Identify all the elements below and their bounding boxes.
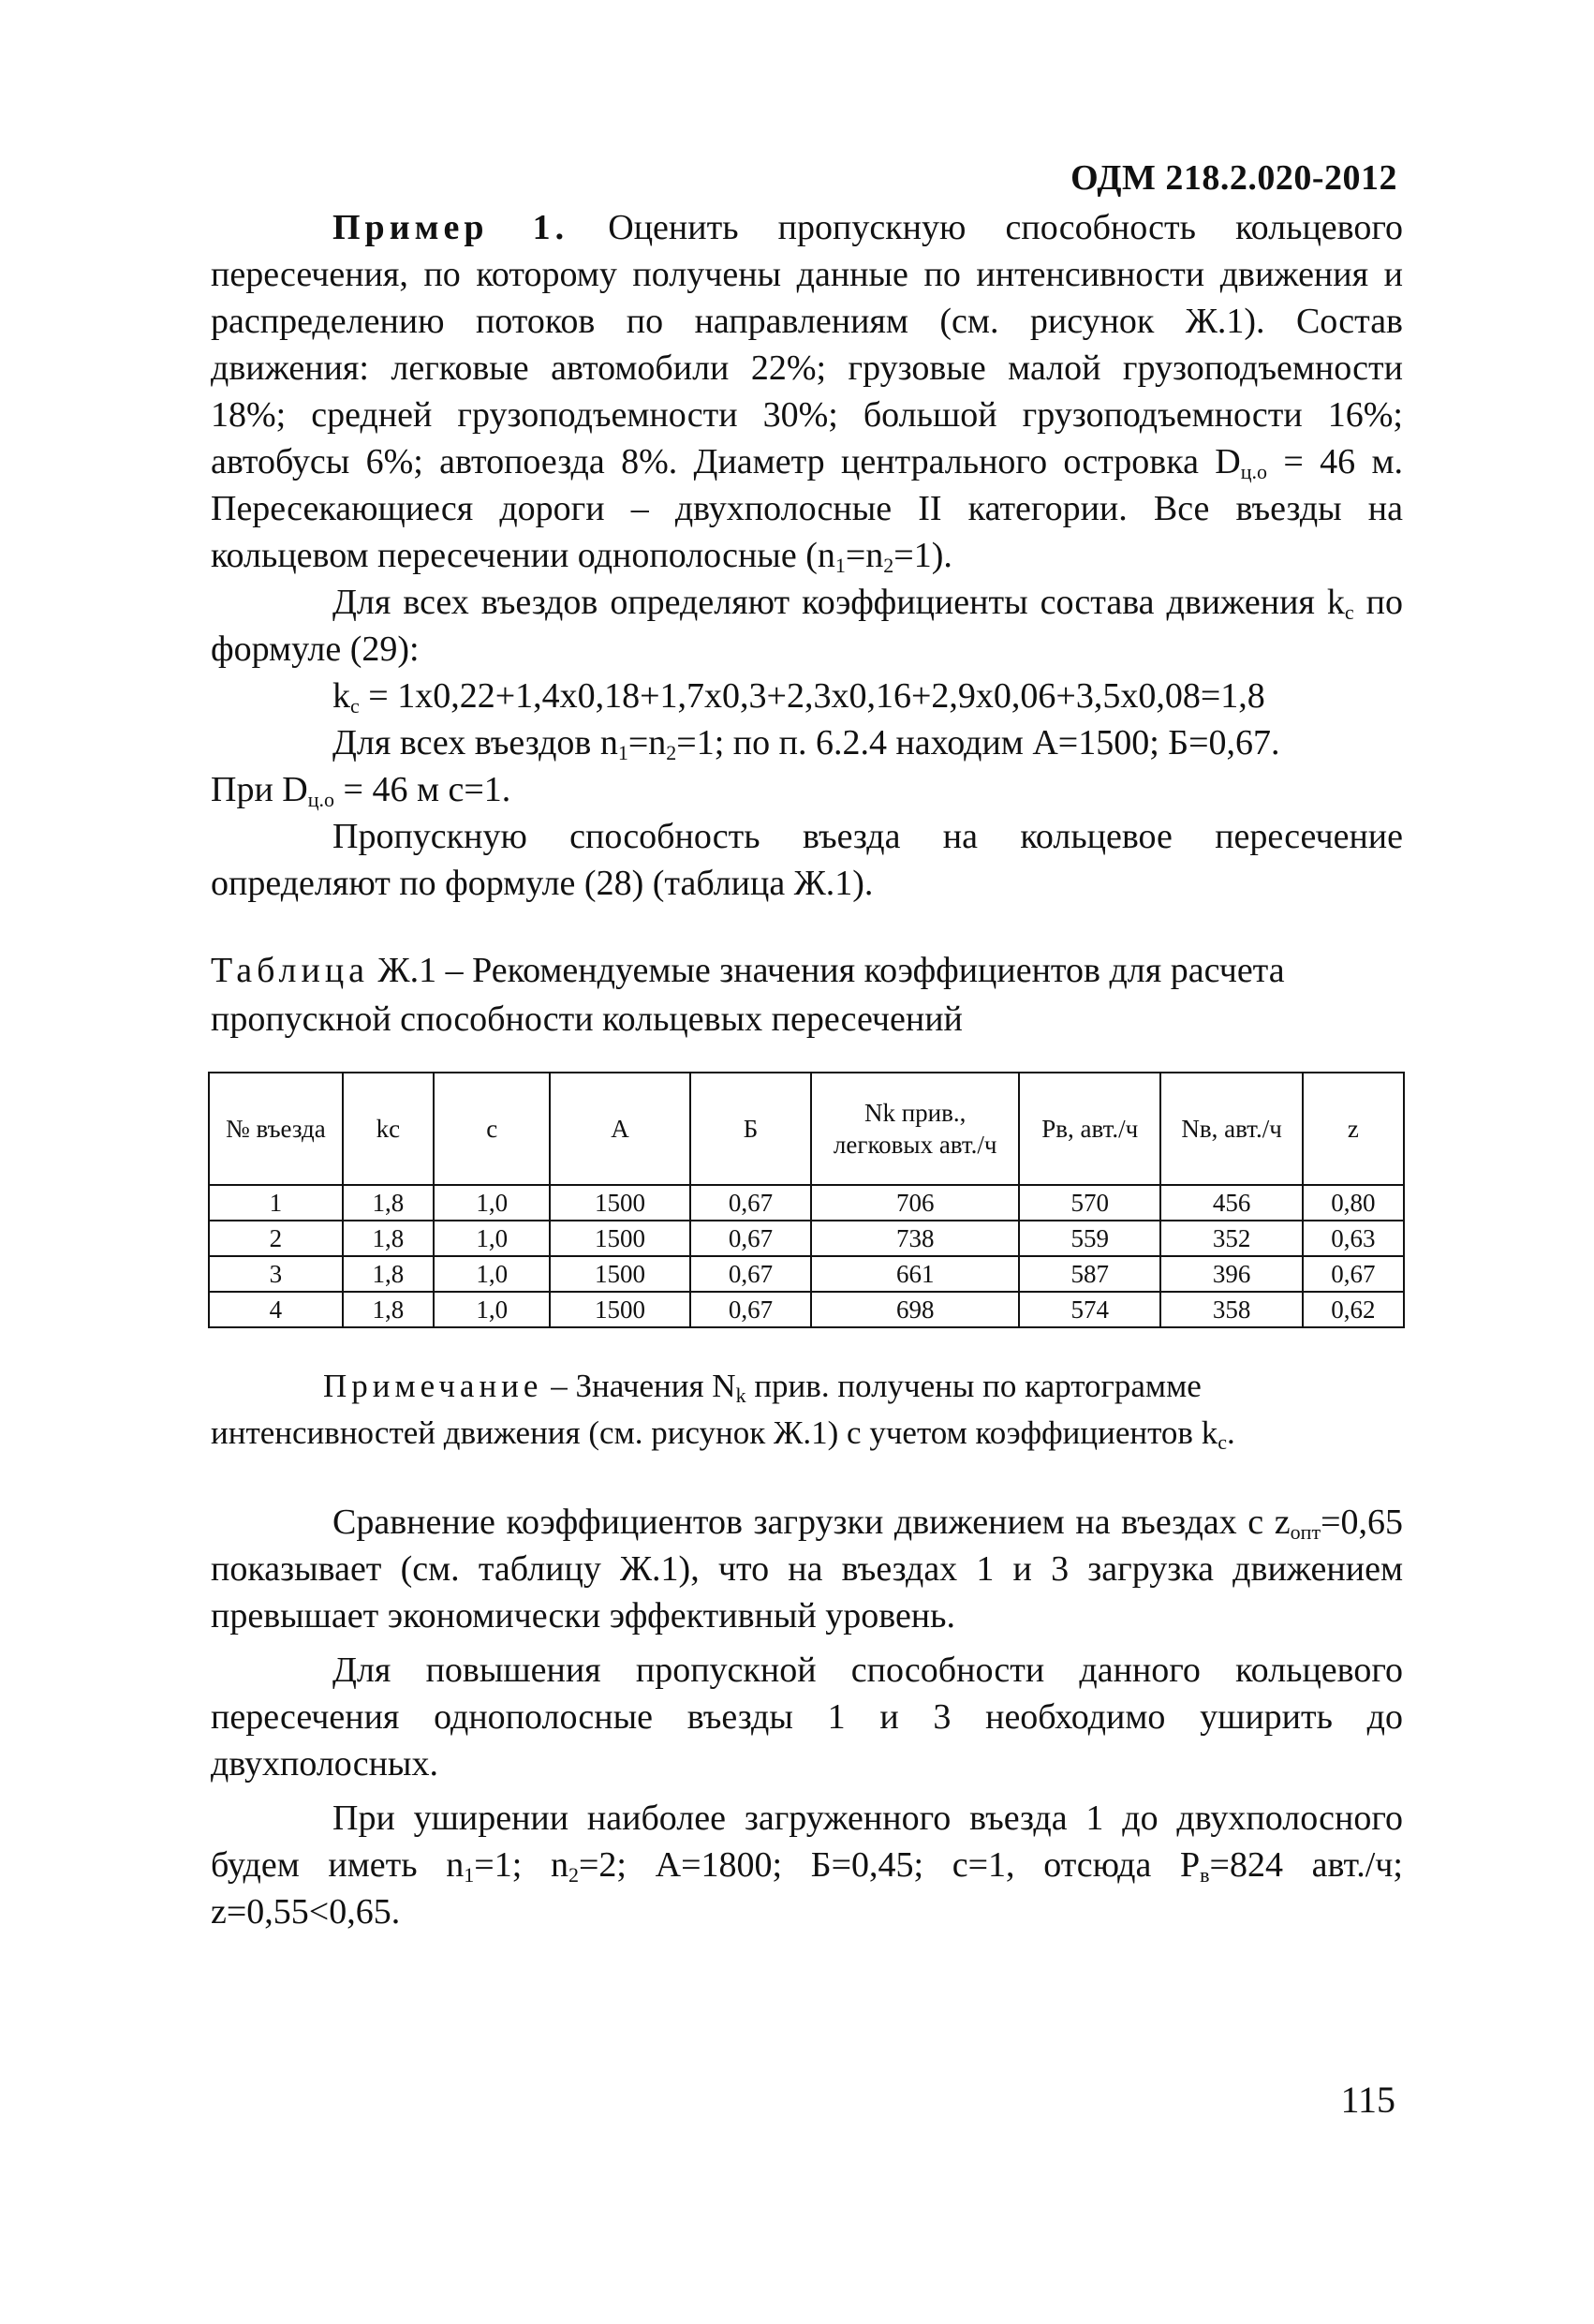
coefficients-table: [208, 1072, 1405, 1328]
example-paragraph: Пример 1. Оценить пропускную способность кольцевого пересечения, по которому получены данные по интенсивности движения и распределению потоков по направлениям (см. рисунок Ж.1). Состав движения: легковые автомобили 22%; грузовые малой грузоподъемности 18%; средней грузоподъемности 30%; большой грузоподъемности 16%; автобусы 6%; автопоезда 8%. Диаметр центрального островка $D_{ц.о} = 46$ м. Пересекающиеся дороги – двухполосные II категории. Все въезды на кольцевом пересечении однополосные $(n_1=n_2=1)$.: [211, 208, 1403, 577]
formula-line: $k_c = 1х0,22+1,4х0,18+1,7х0,3+2,3х0,16+2,9х0,06+3,5х0,08=1,8$: [332, 676, 1265, 718]
result-paragraph: При уширении наиболее загруженного въезда 1 до двухполосного будем иметь $n_1=1$; $n_2=2$; А=1800; Б=0,45; с=1, отсюда $P_в=824$ авт./ч; z=0,55<0,65.: [211, 1799, 1403, 1932]
header-a: A: [550, 1073, 689, 1185]
table-row: 1 1,8 1,0 1500 0,67 706 570 456 0,80: [209, 1185, 1404, 1221]
header-kc: kc: [343, 1073, 434, 1185]
header-z: z: [1303, 1073, 1404, 1185]
main-text-block: [211, 204, 1403, 907]
example-title: Пример 1.: [332, 208, 569, 247]
header-nv: Nв, авт./ч: [1160, 1073, 1302, 1185]
header-b: Б: [690, 1073, 812, 1185]
header-pv: Pв, авт./ч: [1019, 1073, 1160, 1185]
table-row: 4 1,8 1,0 1500 0,67 698 574 358 0,62: [209, 1292, 1404, 1327]
table-row: 2 1,8 1,0 1500 0,67 738 559 352 0,63: [209, 1221, 1404, 1256]
table-caption: Таблица Ж.1 – Рекомендуемые значения коэффициентов для расчета пропускной способности кольцевых пересечений: [211, 951, 1285, 1039]
table-note: Примечание – Значения $N_k$ прив. получены по картограмме интенсивностей движения (см. рисунок Ж.1) с учетом коэффициентов $k_c$.: [211, 1368, 1235, 1454]
page-number: 115: [1340, 2079, 1395, 2121]
header-nk: Nk прив., легковых авт./ч: [811, 1073, 1019, 1185]
table-row: 3 1,8 1,0 1500 0,67 661 587 396 0,67: [209, 1256, 1404, 1292]
entries-paragraph: Для всех въездов $n_1=n_2=1$; по п. 6.2.4 находим А=1500; Б=0,67.: [332, 723, 1280, 764]
table-header-row: [209, 1073, 1404, 1185]
document-code-header: ОДМ 218.2.020-2012: [1070, 158, 1397, 198]
conclusion-text-block: [211, 1499, 1403, 1935]
header-entry-number: № въезда: [209, 1073, 343, 1185]
capacity-paragraph: Пропускную способность въезда на кольцевое пересечение определяют по формуле (28) (таблица Ж.1).: [211, 817, 1403, 903]
header-c: c: [434, 1073, 550, 1185]
widening-paragraph: Для повышения пропускной способности данного кольцевого пересечения однополосные въезды 1 и 3 необходимо уширить до двухполосных.: [211, 1650, 1403, 1784]
comparison-paragraph: Сравнение коэффициентов загрузки движением на въездах с $z_{опт}=0,65$ показывает (см. таблицу Ж.1), что на въездах 1 и 3 загрузка движением превышает экономически эффективный уровень.: [211, 1502, 1403, 1636]
coefficient-paragraph: Для всех въездов определяют коэффициенты состава движения $k_c$ по формуле (29):: [211, 583, 1403, 669]
diameter-paragraph: При $D_{ц.о} = 46$ м с=1.: [211, 770, 511, 811]
